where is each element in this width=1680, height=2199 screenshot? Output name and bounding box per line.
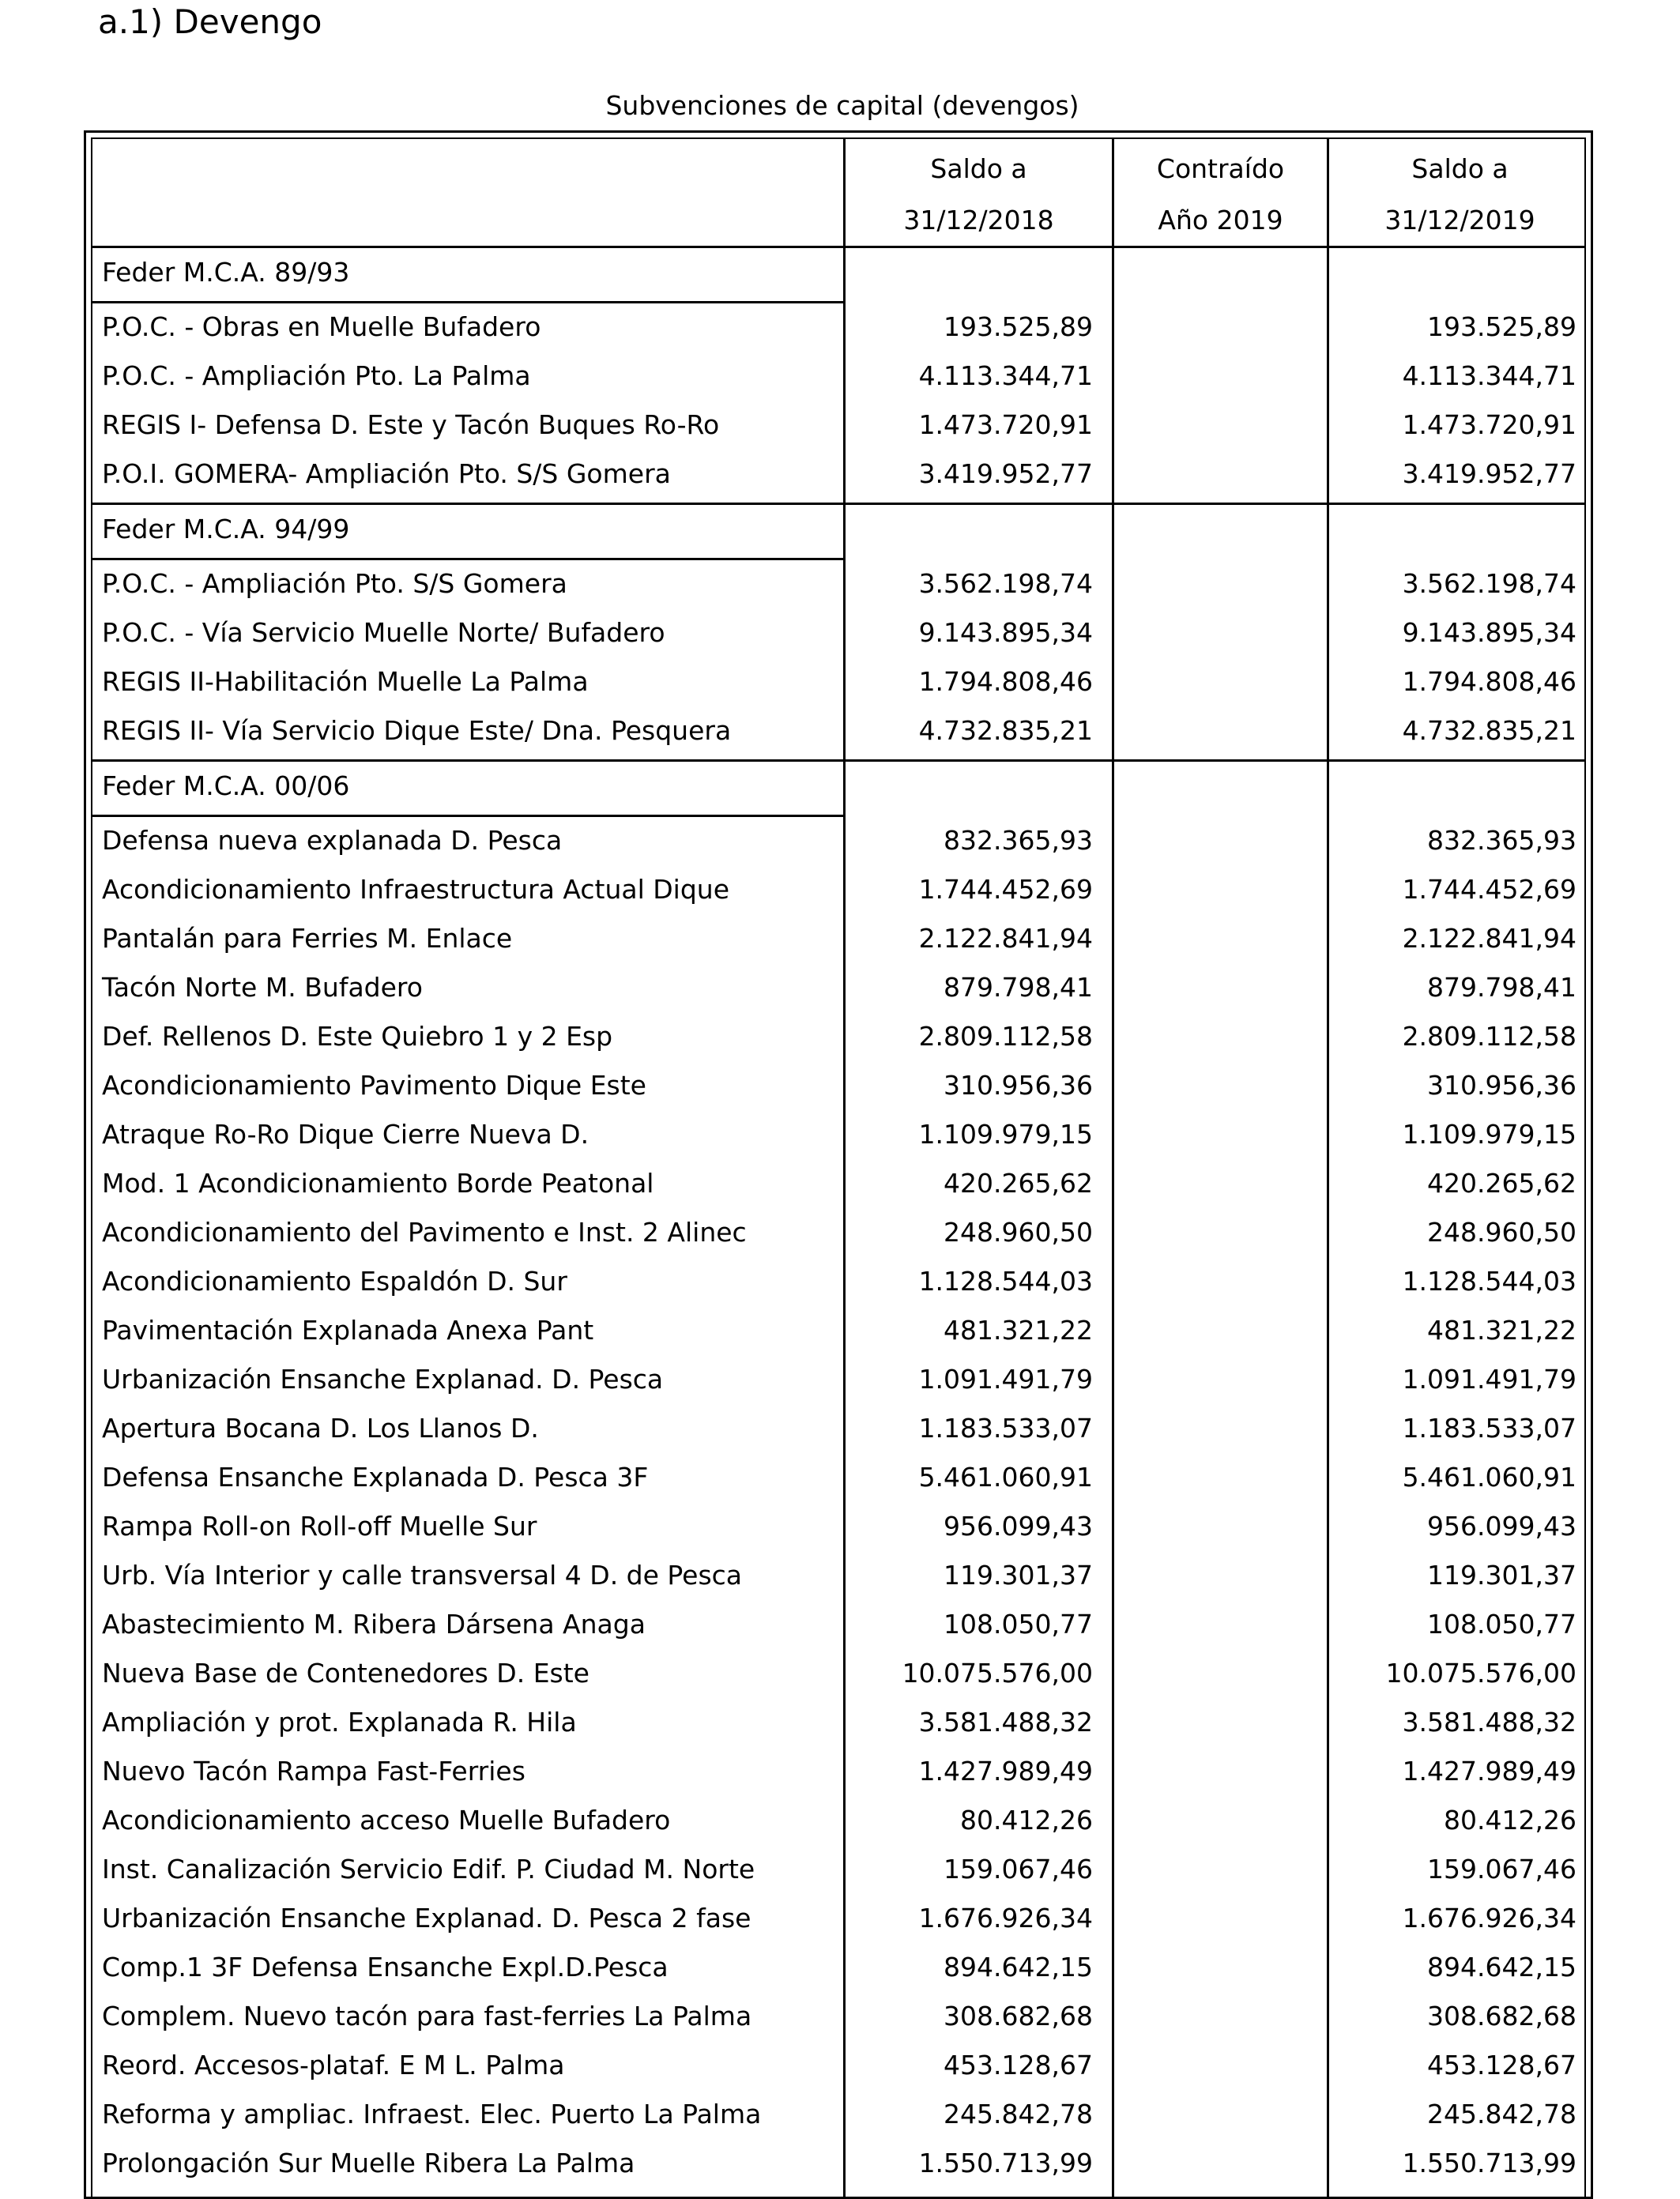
row-saldo-2018: 1.128.544,03 xyxy=(918,1266,1093,1297)
header-saldo-2018-line1: Saldo a xyxy=(930,153,1027,184)
table-row xyxy=(92,1747,1584,1796)
row-label: Mod. 1 Acondicionamiento Borde Peatonal xyxy=(102,1168,654,1199)
row-saldo-2019: 80.412,26 xyxy=(1444,1805,1576,1836)
row-saldo-2018: 4.732.835,21 xyxy=(918,715,1093,746)
table-row xyxy=(92,608,1584,657)
row-saldo-2019: 119.301,37 xyxy=(1427,1560,1576,1591)
table-row xyxy=(92,1698,1584,1747)
group-top-rule xyxy=(92,503,1584,505)
row-saldo-2018: 119.301,37 xyxy=(944,1560,1093,1591)
group-top-rule xyxy=(92,246,1584,248)
table-row xyxy=(92,1208,1584,1257)
row-label: REGIS II- Vía Servicio Dique Este/ Dna. Pesquera xyxy=(102,715,732,746)
row-saldo-2018: 80.412,26 xyxy=(960,1805,1093,1836)
row-saldo-2019: 308.682,68 xyxy=(1427,2001,1576,2031)
row-saldo-2019: 245.842,78 xyxy=(1427,2099,1576,2129)
row-saldo-2019: 879.798,41 xyxy=(1427,972,1576,1003)
row-label: Reord. Accesos-plataf. E M L. Palma xyxy=(102,2050,565,2080)
table-row xyxy=(92,559,1584,608)
group-title-underline xyxy=(92,558,845,560)
table-row xyxy=(92,816,1584,865)
row-label: Prolongación Sur Muelle Ribera La Palma xyxy=(102,2148,635,2178)
table-row xyxy=(92,1306,1584,1355)
row-saldo-2018: 1.427.989,49 xyxy=(918,1756,1093,1787)
table-row xyxy=(92,401,1584,450)
table-row xyxy=(92,1943,1584,1992)
row-saldo-2018: 2.809.112,58 xyxy=(918,1021,1093,1052)
group-top-rule xyxy=(92,759,1584,762)
table-row xyxy=(92,1404,1584,1453)
row-saldo-2018: 894.642,15 xyxy=(944,1952,1093,1982)
row-saldo-2019: 1.091.491,79 xyxy=(1402,1364,1576,1395)
subvenciones-table xyxy=(84,130,1593,2199)
row-label: Defensa nueva explanada D. Pesca xyxy=(102,825,563,856)
row-label: Urb. Vía Interior y calle transversal 4 D. de Pesca xyxy=(102,1560,742,1591)
row-label: P.O.C. - Ampliación Pto. La Palma xyxy=(102,360,531,391)
table-row xyxy=(92,1110,1584,1159)
group-title-underline xyxy=(92,815,845,817)
row-saldo-2018: 1.091.491,79 xyxy=(918,1364,1093,1395)
header-saldo-2019 xyxy=(1329,152,1591,238)
table-row xyxy=(92,2090,1584,2139)
header-saldo-2019-line1: Saldo a xyxy=(1411,153,1509,184)
table-row xyxy=(92,1257,1584,1306)
table-row xyxy=(92,914,1584,963)
table-row xyxy=(92,1551,1584,1600)
row-saldo-2019: 9.143.895,34 xyxy=(1402,617,1576,648)
row-saldo-2019: 832.365,93 xyxy=(1427,825,1576,856)
row-saldo-2019: 420.265,62 xyxy=(1427,1168,1576,1199)
row-saldo-2019: 1.427.989,49 xyxy=(1402,1756,1576,1787)
row-saldo-2018: 248.960,50 xyxy=(944,1217,1093,1248)
row-label: Abastecimiento M. Ribera Dársena Anaga xyxy=(102,1609,646,1640)
row-label: Ampliación y prot. Explanada R. Hila xyxy=(102,1707,577,1738)
row-saldo-2018: 310.956,36 xyxy=(944,1070,1093,1101)
header-contraido-line1: Contraído xyxy=(1156,153,1285,184)
table-row xyxy=(92,2041,1584,2090)
row-saldo-2018: 956.099,43 xyxy=(944,1511,1093,1542)
header-saldo-2018 xyxy=(846,152,1112,238)
row-label: Urbanización Ensanche Explanad. D. Pesca xyxy=(102,1364,664,1395)
table-row xyxy=(92,1159,1584,1208)
row-saldo-2018: 453.128,67 xyxy=(944,2050,1093,2080)
row-saldo-2019: 1.744.452,69 xyxy=(1402,874,1576,905)
row-saldo-2018: 5.461.060,91 xyxy=(918,1462,1093,1493)
row-saldo-2018: 879.798,41 xyxy=(944,972,1093,1003)
header-contraido-2019 xyxy=(1114,152,1327,238)
row-label: Defensa Ensanche Explanada D. Pesca 3F xyxy=(102,1462,649,1493)
row-saldo-2019: 108.050,77 xyxy=(1427,1609,1576,1640)
row-saldo-2019: 1.128.544,03 xyxy=(1402,1266,1576,1297)
row-saldo-2018: 3.581.488,32 xyxy=(918,1707,1093,1738)
row-saldo-2019: 1.794.808,46 xyxy=(1402,666,1576,697)
row-saldo-2019: 4.113.344,71 xyxy=(1402,360,1576,391)
row-label: REGIS II-Habilitación Muelle La Palma xyxy=(102,666,589,697)
row-label: Inst. Canalización Servicio Edif. P. Ciudad M. Norte xyxy=(102,1854,755,1885)
row-saldo-2019: 481.321,22 xyxy=(1427,1315,1576,1346)
table-row xyxy=(92,706,1584,755)
row-saldo-2019: 1.183.533,07 xyxy=(1402,1413,1576,1444)
table-grid xyxy=(91,137,1586,2197)
row-label: Pavimentación Explanada Anexa Pant xyxy=(102,1315,594,1346)
row-saldo-2019: 3.419.952,77 xyxy=(1402,458,1576,489)
table-row xyxy=(92,1796,1584,1845)
table-row xyxy=(92,1012,1584,1061)
row-saldo-2019: 1.473.720,91 xyxy=(1402,409,1576,440)
row-saldo-2019: 2.809.112,58 xyxy=(1402,1021,1576,1052)
row-label: Reforma y ampliac. Infraest. Elec. Puerto La Palma xyxy=(102,2099,762,2129)
row-label: Def. Rellenos D. Este Quiebro 1 y 2 Esp xyxy=(102,1021,613,1052)
row-saldo-2019: 4.732.835,21 xyxy=(1402,715,1576,746)
group-title: Feder M.C.A. 94/99 xyxy=(102,514,350,544)
row-label: Acondicionamiento Infraestructura Actual Dique xyxy=(102,874,730,905)
row-saldo-2018: 1.473.720,91 xyxy=(918,409,1093,440)
table-row xyxy=(92,1600,1584,1649)
row-saldo-2019: 1.109.979,15 xyxy=(1402,1119,1576,1150)
row-saldo-2018: 1.550.713,99 xyxy=(918,2148,1093,2178)
row-saldo-2019: 10.075.576,00 xyxy=(1385,1658,1576,1689)
header-saldo-2019-line2: 31/12/2019 xyxy=(1384,205,1535,235)
row-saldo-2018: 245.842,78 xyxy=(944,2099,1093,2129)
row-label: P.O.C. - Vía Servicio Muelle Norte/ Bufadero xyxy=(102,617,665,648)
row-label: Complem. Nuevo tacón para fast-ferries La Palma xyxy=(102,2001,752,2031)
row-label: Tacón Norte M. Bufadero xyxy=(102,972,423,1003)
row-saldo-2018: 832.365,93 xyxy=(944,825,1093,856)
row-saldo-2019: 2.122.841,94 xyxy=(1402,923,1576,954)
row-saldo-2018: 2.122.841,94 xyxy=(918,923,1093,954)
table-row xyxy=(92,1845,1584,1894)
row-label: Pantalán para Ferries M. Enlace xyxy=(102,923,513,954)
row-saldo-2018: 9.143.895,34 xyxy=(918,617,1093,648)
row-label: REGIS I- Defensa D. Este y Tacón Buques Ro-Ro xyxy=(102,409,720,440)
group-title: Feder M.C.A. 89/93 xyxy=(102,257,350,288)
row-saldo-2018: 4.113.344,71 xyxy=(918,360,1093,391)
table-row xyxy=(92,963,1584,1012)
header-contraido-line2: Año 2019 xyxy=(1158,205,1283,235)
table-caption: Subvenciones de capital (devengos) xyxy=(605,90,1079,121)
row-saldo-2018: 108.050,77 xyxy=(944,1609,1093,1640)
row-saldo-2019: 5.461.060,91 xyxy=(1402,1462,1576,1493)
table-row xyxy=(92,303,1584,352)
row-label: Rampa Roll-on Roll-off Muelle Sur xyxy=(102,1511,537,1542)
row-label: Nueva Base de Contenedores D. Este xyxy=(102,1658,590,1689)
row-saldo-2018: 1.183.533,07 xyxy=(918,1413,1093,1444)
row-saldo-2019: 453.128,67 xyxy=(1427,2050,1576,2080)
row-saldo-2018: 3.562.198,74 xyxy=(918,568,1093,599)
row-saldo-2018: 308.682,68 xyxy=(944,2001,1093,2031)
row-label: P.O.I. GOMERA- Ampliación Pto. S/S Gomera xyxy=(102,458,671,489)
table-row xyxy=(92,1992,1584,2041)
table-row xyxy=(92,1894,1584,1943)
table-row xyxy=(92,352,1584,401)
row-label: Comp.1 3F Defensa Ensanche Expl.D.Pesca xyxy=(102,1952,669,1982)
row-saldo-2019: 3.581.488,32 xyxy=(1402,1707,1576,1738)
table-row xyxy=(92,1649,1584,1698)
row-saldo-2019: 193.525,89 xyxy=(1427,311,1576,342)
row-saldo-2018: 10.075.576,00 xyxy=(902,1658,1093,1689)
row-label: Nuevo Tacón Rampa Fast-Ferries xyxy=(102,1756,525,1787)
row-saldo-2019: 1.550.713,99 xyxy=(1402,2148,1576,2178)
row-saldo-2018: 193.525,89 xyxy=(944,311,1093,342)
row-label: Apertura Bocana D. Los Llanos D. xyxy=(102,1413,539,1444)
row-label: Urbanización Ensanche Explanad. D. Pesca 2 fase xyxy=(102,1903,751,1934)
row-saldo-2019: 956.099,43 xyxy=(1427,1511,1576,1542)
row-saldo-2018: 159.067,46 xyxy=(944,1854,1093,1885)
row-label: P.O.C. - Obras en Muelle Bufadero xyxy=(102,311,541,342)
row-saldo-2019: 3.562.198,74 xyxy=(1402,568,1576,599)
row-saldo-2019: 159.067,46 xyxy=(1427,1854,1576,1885)
row-label: Acondicionamiento Pavimento Dique Este xyxy=(102,1070,646,1101)
row-saldo-2018: 1.676.926,34 xyxy=(918,1903,1093,1934)
row-saldo-2019: 894.642,15 xyxy=(1427,1952,1576,1982)
table-row xyxy=(92,2139,1584,2188)
header-saldo-2018-line2: 31/12/2018 xyxy=(903,205,1054,235)
row-saldo-2019: 248.960,50 xyxy=(1427,1217,1576,1248)
table-row xyxy=(92,450,1584,499)
table-row xyxy=(92,657,1584,706)
section-heading: a.1) Devengo xyxy=(98,2,322,41)
row-saldo-2018: 481.321,22 xyxy=(944,1315,1093,1346)
row-saldo-2018: 1.744.452,69 xyxy=(918,874,1093,905)
row-label: P.O.C. - Ampliación Pto. S/S Gomera xyxy=(102,568,567,599)
row-saldo-2018: 1.109.979,15 xyxy=(918,1119,1093,1150)
table-row xyxy=(92,1502,1584,1551)
row-saldo-2018: 420.265,62 xyxy=(944,1168,1093,1199)
table-row xyxy=(92,1061,1584,1110)
group-title: Feder M.C.A. 00/06 xyxy=(102,770,350,801)
row-label: Atraque Ro-Ro Dique Cierre Nueva D. xyxy=(102,1119,590,1150)
row-saldo-2019: 1.676.926,34 xyxy=(1402,1903,1576,1934)
table-row xyxy=(92,865,1584,914)
row-label: Acondicionamiento del Pavimento e Inst. 2 Alinec xyxy=(102,1217,747,1248)
row-label: Acondicionamiento acceso Muelle Bufadero xyxy=(102,1805,671,1836)
group-title-underline xyxy=(92,301,845,303)
row-saldo-2019: 310.956,36 xyxy=(1427,1070,1576,1101)
table-row xyxy=(92,1355,1584,1404)
row-label: Acondicionamiento Espaldón D. Sur xyxy=(102,1266,567,1297)
row-saldo-2018: 1.794.808,46 xyxy=(918,666,1093,697)
row-saldo-2018: 3.419.952,77 xyxy=(918,458,1093,489)
table-row xyxy=(92,1453,1584,1502)
